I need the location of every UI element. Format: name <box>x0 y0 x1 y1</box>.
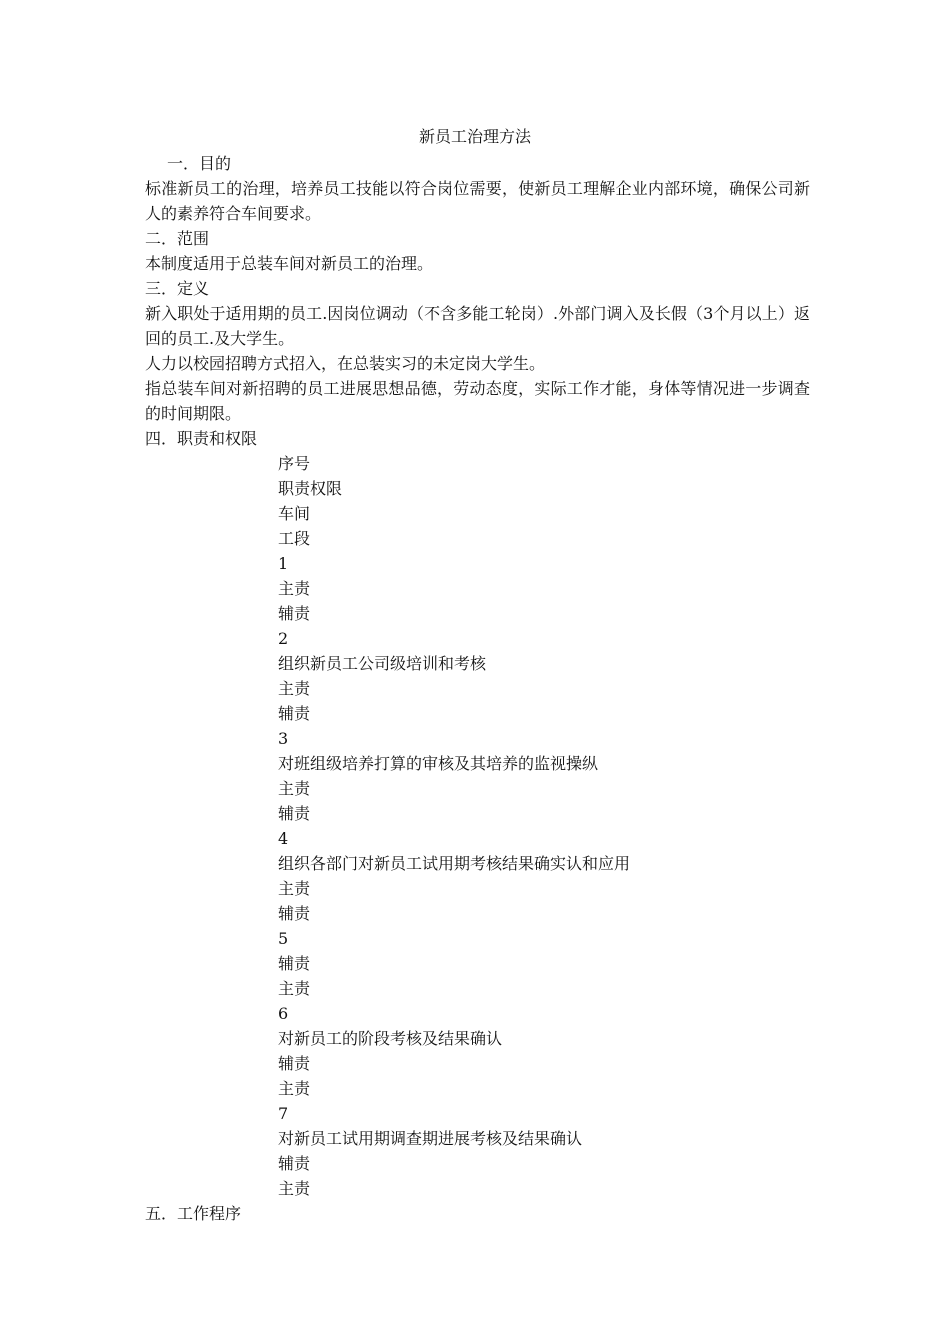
table-cell-number: 2 <box>278 629 289 648</box>
table-cell-description: 组织各部门对新员工试用期考核结果确实认和应用 <box>278 854 631 873</box>
section-paragraph-purpose: 标准新员工的治理，培养员工技能以符合岗位需要，使新员工理解企业内部环境，确保公司新人的素养符合车间要求。 <box>145 179 810 223</box>
table-cell-number: 1 <box>278 554 289 573</box>
table-cell-section: 主责 <box>278 1179 311 1198</box>
table-cell-section: 辅责 <box>278 604 311 623</box>
responsibility-table <box>145 451 810 1201</box>
table-header-cell: 车间 <box>278 504 311 523</box>
table-header-cell: 序号 <box>278 454 311 473</box>
section-heading-procedure: 五．工作程序 <box>145 1204 242 1223</box>
table-cell-number: 6 <box>278 1004 289 1023</box>
table-cell-workshop: 辅责 <box>278 954 311 973</box>
table-cell-number: 5 <box>278 929 289 948</box>
table-header-cell: 工段 <box>278 529 311 548</box>
section-heading-scope: 二．范围 <box>145 229 210 248</box>
table-cell-description: 对班组级培养打算的审核及其培养的监视操纵 <box>278 754 599 773</box>
table-cell-workshop: 辅责 <box>278 1154 311 1173</box>
table-header-cell: 职责权限 <box>278 479 343 498</box>
section-heading-responsibilities: 四．职责和权限 <box>145 429 258 448</box>
table-cell-section: 主责 <box>278 979 311 998</box>
section-paragraph-definition-3: 指总装车间对新招聘的员工进展思想品德，劳动态度，实际工作才能，身体等情况进一步调查的时间期限。 <box>145 379 810 423</box>
section-paragraph-scope: 本制度适用于总装车间对新员工的治理。 <box>145 254 434 273</box>
table-cell-number: 3 <box>278 729 289 748</box>
table-cell-section: 辅责 <box>278 904 311 923</box>
table-cell-description: 对新员工试用期调查期进展考核及结果确认 <box>278 1129 583 1148</box>
table-cell-number: 7 <box>278 1104 289 1123</box>
table-cell-section: 辅责 <box>278 704 311 723</box>
table-cell-workshop: 主责 <box>278 879 311 898</box>
table-cell-workshop: 主责 <box>278 679 311 698</box>
table-cell-section: 主责 <box>278 1079 311 1098</box>
table-cell-number: 4 <box>278 829 289 848</box>
table-cell-workshop: 主责 <box>278 579 311 598</box>
table-cell-workshop: 辅责 <box>278 1054 311 1073</box>
section-heading-purpose: 一．目的 <box>167 154 232 173</box>
section-heading-definition: 三．定义 <box>145 279 210 298</box>
document-body <box>145 151 810 1226</box>
table-cell-section: 辅责 <box>278 804 311 823</box>
document-title: 新员工治理方法 <box>418 127 531 146</box>
section-paragraph-definition-2: 人力以校园招聘方式招入，在总装实习的未定岗大学生。 <box>145 354 546 373</box>
table-cell-description: 组织新员工公司级培训和考核 <box>278 654 487 673</box>
section-paragraph-definition-1: 新入职处于适用期的员工.因岗位调动（不含多能工轮岗）.外部门调入及长假（3个月以上）返回的员工.及大学生。 <box>145 304 810 348</box>
table-cell-workshop: 主责 <box>278 779 311 798</box>
table-cell-description: 对新员工的阶段考核及结果确认 <box>278 1029 503 1048</box>
